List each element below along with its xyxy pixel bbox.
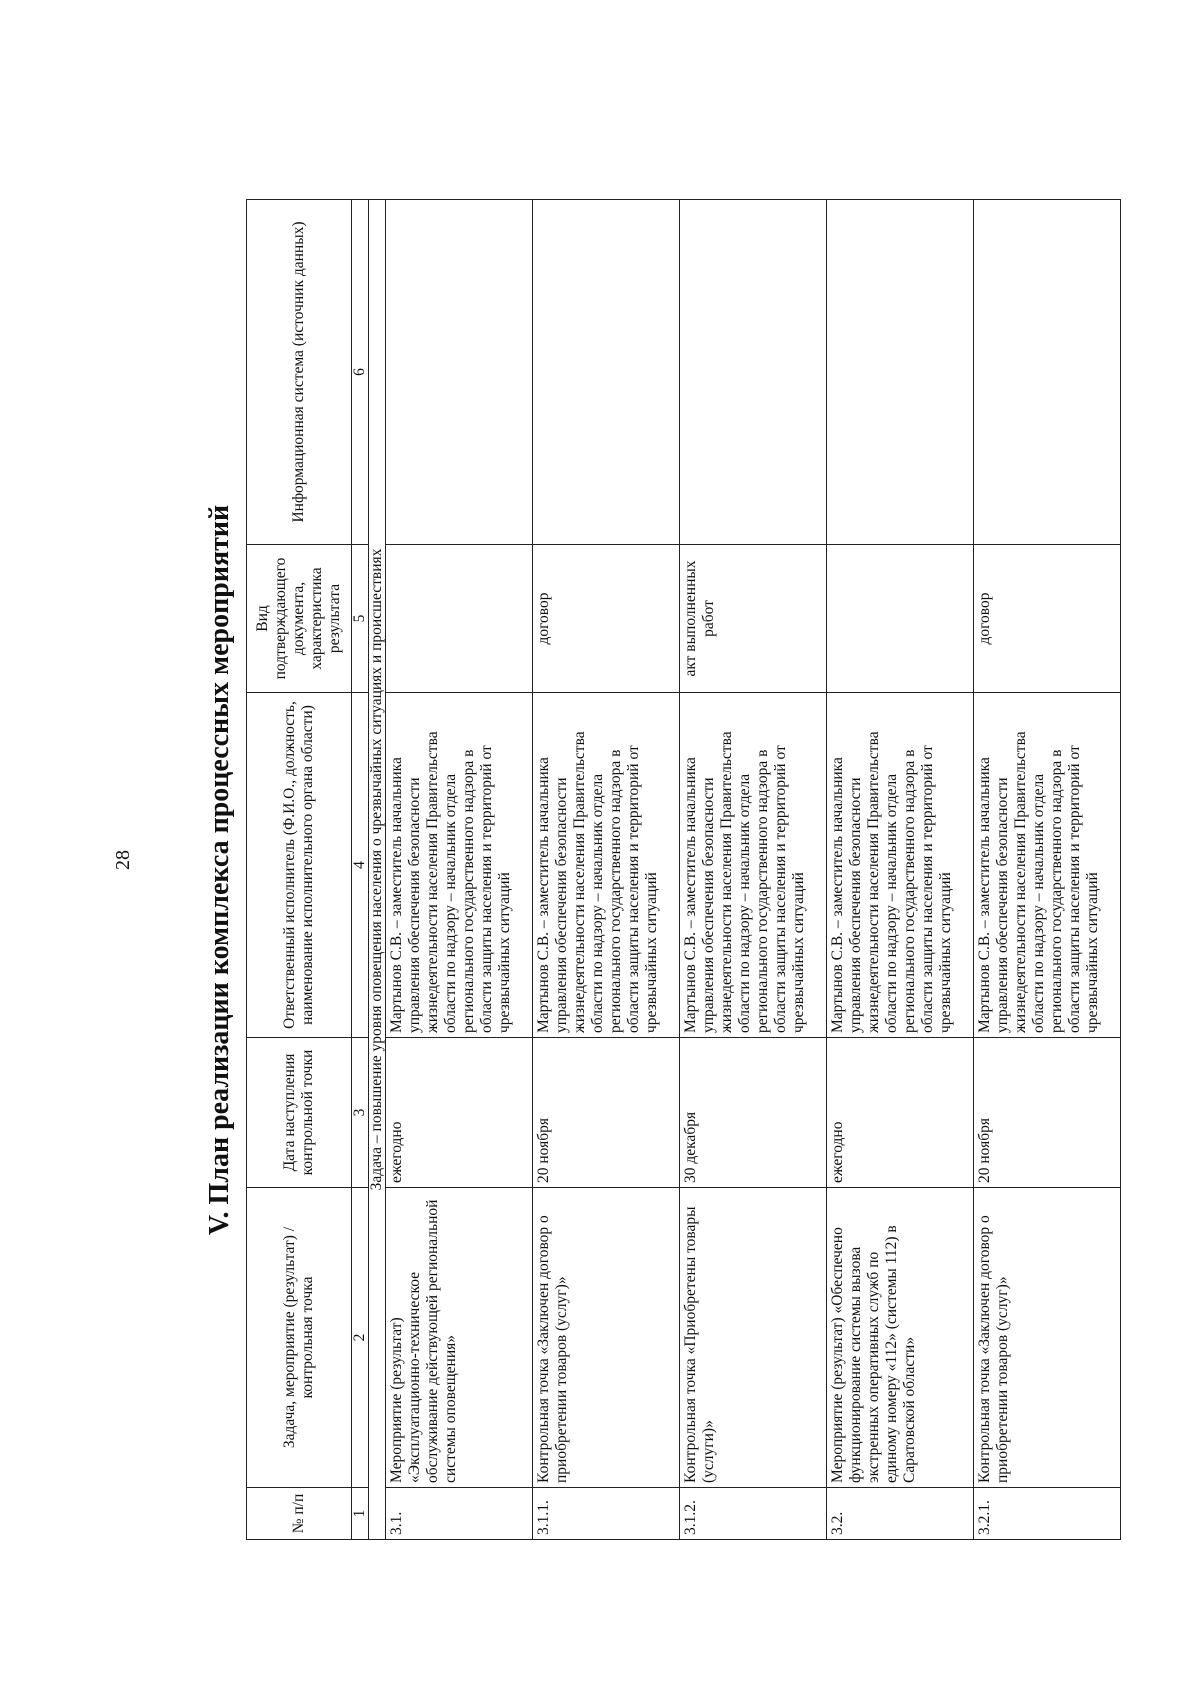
row-responsible: Мартынов С.В. – заместитель начальника управления обеспечения безопасности жизнедеятельности населения Правительства области по надзору – начальник отдела регионального государственного надзора в области защиты населения и территорий от чрезвычайных ситуаций — [827, 693, 974, 1038]
row-num: 3.1.1. — [533, 1488, 680, 1540]
page-title: V. План реализации комплекса процессных мероприятий — [204, 504, 235, 1236]
header-system: Информационная система (источник данных) — [247, 200, 352, 545]
row-responsible: Мартынов С.В. – заместитель начальника управления обеспечения безопасности жизнедеятельности населения Правительства области по надзору – начальник отдела регионального государственного надзора в области защиты населения и территорий от чрезвычайных ситуаций — [386, 693, 533, 1038]
plan-table — [246, 199, 1121, 1540]
header-task: Задача, мероприятие (результат) / контрольная точка — [247, 1188, 352, 1488]
row-responsible: Мартынов С.В. – заместитель начальника управления обеспечения безопасности жизнедеятельности населения Правительства области по надзору – начальник отдела регионального государственного надзора в области защиты населения и территорий от чрезвычайных ситуаций — [974, 693, 1121, 1038]
row-name: Контрольная точка «Приобретены товары (услуги)» — [680, 1188, 827, 1488]
row-date: ежегодно — [386, 1038, 533, 1188]
header-document: Вид подтверждающего документа, характеристика результата — [247, 545, 352, 693]
table-row — [974, 200, 1121, 1540]
header-row — [247, 200, 352, 1540]
row-system — [533, 200, 680, 545]
task-text: Задача – повышение уровня оповещения населения о чрезвычайных ситуациях и происшествиях — [369, 200, 386, 1540]
row-name: Контрольная точка «Заключен договор о приобретении товаров (услуг)» — [974, 1188, 1121, 1488]
col-number: 5 — [352, 545, 369, 693]
table-row — [533, 200, 680, 1540]
row-date: ежегодно — [827, 1038, 974, 1188]
row-name: Мероприятие (результат) «Обеспечено функционирование системы вызова экстренных оперативных служб по единому номеру «112» (системы 112) в Саратовской области» — [827, 1188, 974, 1488]
col-number: 1 — [352, 1488, 369, 1540]
column-number-row — [352, 200, 369, 1540]
row-name: Мероприятие (результат) «Эксплуатационно-техническое обслуживание действующей региональной системы оповещения» — [386, 1188, 533, 1488]
row-num: 3.2.1. — [974, 1488, 1121, 1540]
table-row — [386, 200, 533, 1540]
row-num: 3.1. — [386, 1488, 533, 1540]
row-date: 30 декабря — [680, 1038, 827, 1188]
row-system — [974, 200, 1121, 545]
row-name: Контрольная точка «Заключен договор о приобретении товаров (услуг)» — [533, 1188, 680, 1488]
row-document — [827, 545, 974, 693]
row-num: 3.2. — [827, 1488, 974, 1540]
row-system — [386, 200, 533, 545]
col-number: 2 — [352, 1188, 369, 1488]
row-system — [680, 200, 827, 545]
table-row — [827, 200, 974, 1540]
row-num: 3.1.2. — [680, 1488, 827, 1540]
rotated-page-content — [200, 200, 1101, 1540]
table-row — [680, 200, 827, 1540]
task-row — [369, 200, 386, 1540]
col-number: 6 — [352, 200, 369, 545]
row-responsible: Мартынов С.В. – заместитель начальника управления обеспечения безопасности жизнедеятельности населения Правительства области по надзору – начальник отдела регионального государственного надзора в области защиты населения и территорий от чрезвычайных ситуаций — [680, 693, 827, 1038]
row-document: договор — [533, 545, 680, 693]
row-date: 20 ноября — [533, 1038, 680, 1188]
row-system — [827, 200, 974, 545]
row-document: акт выполненных работ — [680, 545, 827, 693]
page-number: 28 — [112, 850, 134, 870]
header-num: № п/п — [247, 1488, 352, 1540]
row-document — [386, 545, 533, 693]
col-number: 3 — [352, 1038, 369, 1188]
header-date: Дата наступления контрольной точки — [247, 1038, 352, 1188]
col-number: 4 — [352, 693, 369, 1038]
row-date: 20 ноября — [974, 1038, 1121, 1188]
row-document: договор — [974, 545, 1121, 693]
header-responsible: Ответственный исполнитель (Ф.И.О., должность, наименование исполнительного органа области) — [247, 693, 352, 1038]
row-responsible: Мартынов С.В. – заместитель начальника управления обеспечения безопасности жизнедеятельности населения Правительства области по надзору – начальник отдела регионального государственного надзора в области защиты населения и территорий от чрезвычайных ситуаций — [533, 693, 680, 1038]
